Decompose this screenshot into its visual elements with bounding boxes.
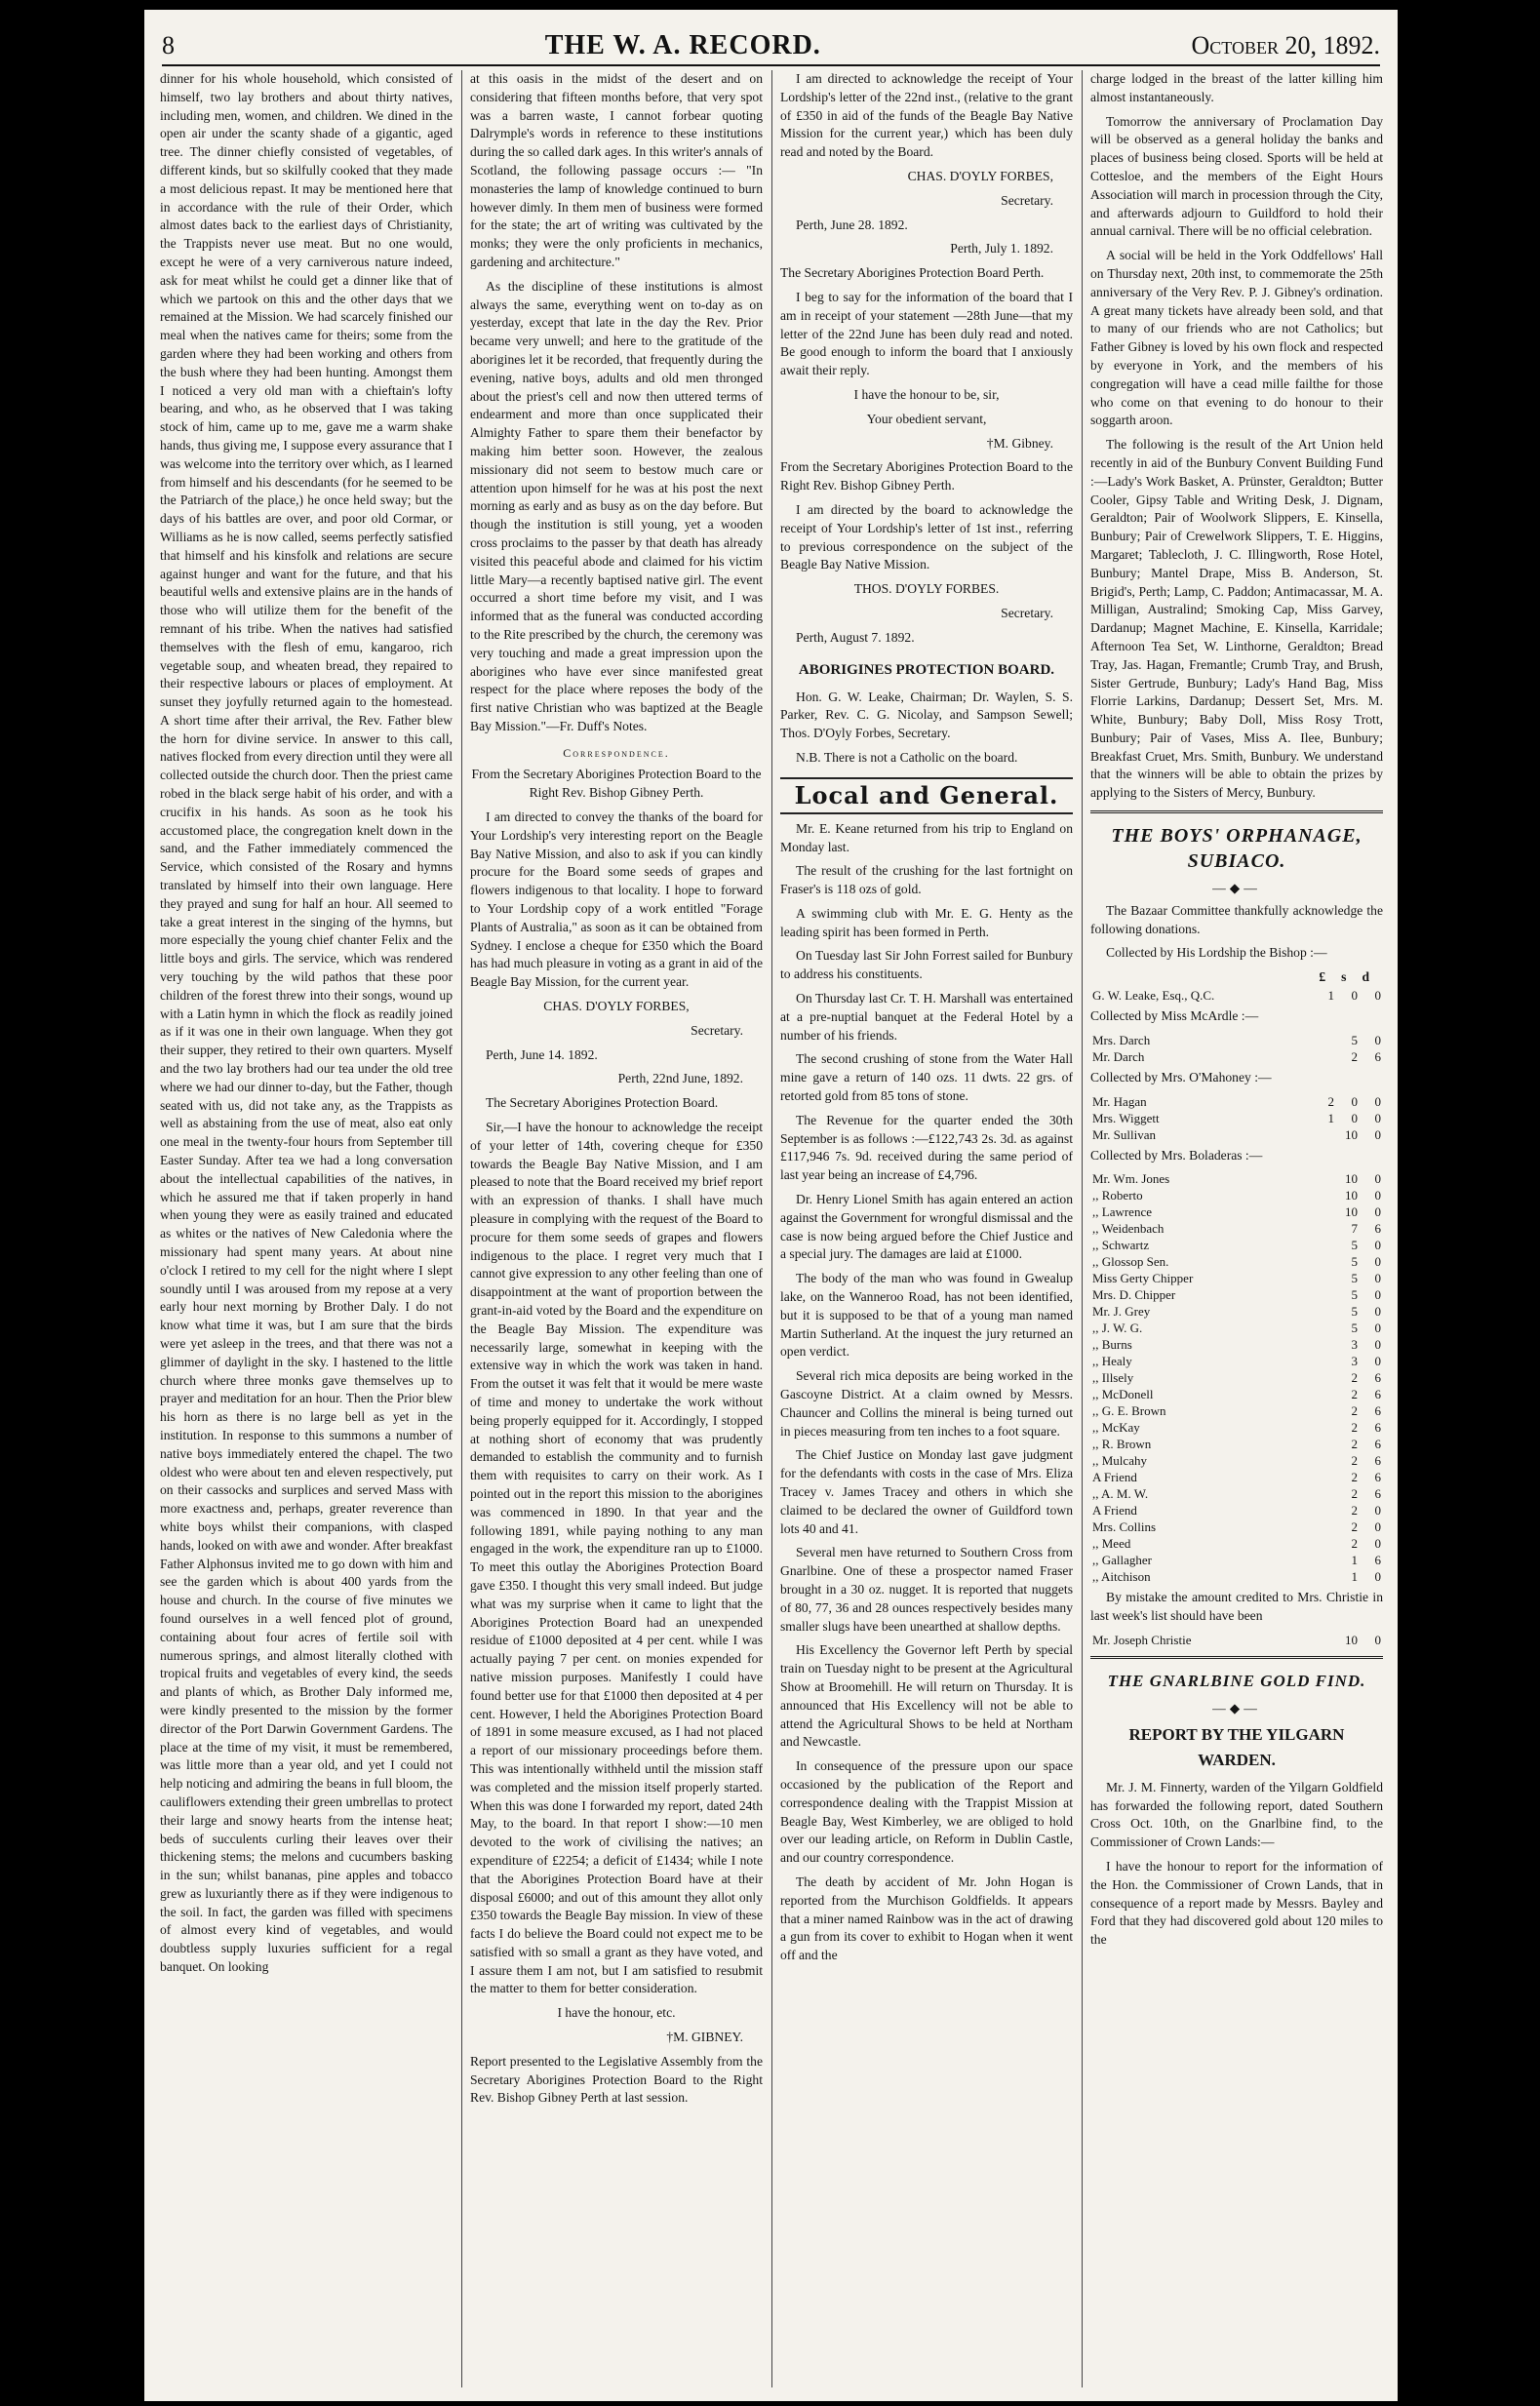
pence-value: 6 — [1374, 1420, 1381, 1436]
donor-name: ,, Schwartz — [1092, 1238, 1150, 1253]
column-2 — [470, 70, 763, 2391]
letter-signature: †M. GIBNEY. — [666, 2030, 743, 2045]
pounds-value — [1313, 1253, 1336, 1270]
pence-value: 0 — [1374, 988, 1381, 1004]
pounds-value — [1313, 1303, 1336, 1320]
pounds-value — [1313, 1048, 1336, 1065]
shillings-value: 10 — [1345, 1126, 1358, 1142]
shillings-value: 5 — [1351, 1271, 1358, 1286]
shillings-value: 5 — [1351, 1032, 1358, 1047]
pounds-value — [1313, 1220, 1336, 1237]
donation-row — [1090, 1469, 1383, 1485]
donation-row — [1090, 1203, 1383, 1220]
pounds-value — [1313, 1270, 1336, 1286]
shillings-value: 0 — [1351, 988, 1358, 1004]
donor-name: ,, G. E. Brown — [1092, 1403, 1166, 1419]
collected-by-heading: Collected by Mrs. Boladeras :— — [1090, 1147, 1263, 1163]
shillings-value: 2 — [1351, 1536, 1358, 1552]
donor-name: Mrs. Collins — [1092, 1519, 1157, 1535]
letter-date: Perth, 22nd June, 1892. — [617, 1071, 743, 1086]
donor-name: Mrs. D. Chipper — [1092, 1287, 1176, 1303]
donation-row — [1090, 1253, 1383, 1270]
donor-name: ,, Glossop Sen. — [1092, 1254, 1169, 1270]
donation-row — [1090, 1093, 1383, 1110]
shillings-value: 2 — [1351, 1519, 1358, 1535]
news-item: Several rich mica deposits are being worked in the Gascoyne District. At a claim owned by Messrs. Chauncer and Collins the mineral is being turned out in pieces measuring from ten inches to a foot square. — [780, 1368, 1073, 1439]
donation-row — [1090, 1436, 1383, 1452]
letter-signature: CHAS. D'OYLY FORBES, — [543, 999, 690, 1014]
donor-name: ,, McDonell — [1092, 1387, 1154, 1402]
shillings-value: 5 — [1351, 1254, 1358, 1270]
pounds-value — [1313, 1485, 1336, 1502]
letter-date: Perth, August 7. 1892. — [796, 629, 915, 645]
pence-value: 6 — [1374, 1553, 1381, 1568]
board-note: N.B. There is not a Catholic on the board. — [796, 749, 1018, 765]
letter-recipient: The Secretary Aborigines Protection Board Perth. — [780, 265, 1045, 281]
donor-name: Miss Gerty Chipper — [1092, 1271, 1194, 1286]
pence-value: 0 — [1374, 1171, 1381, 1187]
pounds-value — [1313, 1126, 1336, 1143]
pence-value: 6 — [1374, 1437, 1381, 1452]
letter-close: I have the honour, etc. — [557, 2005, 676, 2021]
donor-name: Mr. Hagan — [1092, 1093, 1147, 1109]
shillings-value: 5 — [1351, 1321, 1358, 1336]
collected-by-heading: Collected by His Lordship the Bishop :— — [1106, 945, 1327, 961]
shillings-value: 2 — [1351, 1486, 1358, 1502]
report-note: Report presented to the Legislative Assembly from the Secretary Aborigines Protection Board to the Right Rev. Bishop Gibney Perth at last session. — [470, 2053, 763, 2106]
pence-value: 0 — [1374, 1093, 1381, 1109]
letter-intro: From the Secretary Aborigines Protection Board to the Right Rev. Bishop Gibney Perth. — [780, 459, 1073, 493]
donor-name: Mrs. Darch — [1092, 1032, 1151, 1047]
pence-value: 6 — [1374, 1370, 1381, 1386]
pence-value: 0 — [1374, 1304, 1381, 1320]
news-item: The death by accident of Mr. John Hogan is reported from the Murchison Goldfields. It appears that a miner named Rainbow was in the act of drawing a gun from its cover to exhibit to Hogan when it went off and the — [780, 1874, 1073, 1963]
news-item: A social will be held in the York Oddfellows' Hall on Thursday next, 20th inst, to commemorate the 25th anniversary of the Very Rev. P. J. Gibney's ordination. A great many tickets have already been sold, and that to many of our friends who are not Catholics; but Father Gibney is loved by his own flock and respected by everyone in York, and the members of his congregation will have a cead mille failthe for those who come on that evening to do honour to their soggarth aroon. — [1090, 248, 1383, 428]
pence-value: 0 — [1374, 1354, 1381, 1369]
donor-name: ,, Aitchison — [1092, 1569, 1151, 1585]
news-item: The result of the crushing for the last fortnight on Fraser's is 118 ozs of gold. — [780, 863, 1073, 897]
letter-signature: THOS. D'OYLY FORBES. — [853, 581, 1000, 597]
letter-body: I am directed to acknowledge the receipt of Your Lordship's letter of the 22nd inst., (relative to the grant of £350 in aid of the funds of the Beagle Bay Native Mission for the current year,) which has been duly read and noted by the Board. — [780, 71, 1073, 160]
newspaper-title: THE W. A. RECORD. — [544, 30, 821, 60]
donation-row — [1090, 1270, 1383, 1286]
donation-row — [1090, 1187, 1383, 1203]
pence-value: 6 — [1374, 1387, 1381, 1402]
pounds-value — [1313, 1519, 1336, 1535]
section-divider — [1090, 1656, 1383, 1659]
pence-value: 0 — [1374, 1271, 1381, 1286]
shillings-value: 3 — [1351, 1337, 1358, 1353]
column-4 — [1090, 70, 1383, 2391]
donation-row — [1090, 987, 1383, 1004]
donations-group-1 — [1090, 1032, 1383, 1065]
donor-name: A Friend — [1092, 1503, 1137, 1519]
news-item: A swimming club with Mr. E. G. Henty as the leading spirit has been formed in Perth. — [780, 905, 1073, 939]
letter-body: I am directed by the board to acknowledge the receipt of Your Lordship's letter of 1st inst., referring to previous correspondence on the subject of the Beagle Bay Native Mission. — [780, 501, 1073, 572]
shillings-value: 3 — [1351, 1354, 1358, 1369]
pence-value: 0 — [1374, 1126, 1381, 1142]
article-paragraph: As the discipline of these institutions is almost always the same, everything went on to-day as on yesterday, except that late in the day the Rev. Prior became very unwell; and here to the gratitude of the aborigines let it be recorded, that frequently during the evening, native boys, adults and old men thronged about the priest's cell and now then uttered terms of endearment and more than once supplicated their Almighty Father to spare them their benefactor by making him better soon. However, the zealous missionary did not seem to bestow much care or attention upon himself for he was at his post the next morning as early and as busy as on the day before. But though the institution is still young, yet a wooden cross proclaims to the passer by that death has already visited this peaceful abode and claimed for his victim little Mary—a recently baptised native girl. The event occurred a short time before my visit, and I was informed that as the funeral was conducted according to the Rite prescribed by the church, the ceremony was very touching and made a great impression upon the aborigines who have ever since manifested great respect for the place where reposes the body of the first native Christian who was baptized at the Beagle Bay Mission."—Fr. Duff's Notes. — [470, 278, 763, 733]
donations-group-2 — [1090, 1093, 1383, 1143]
letter-close: I have the honour to be, sir, — [853, 386, 1000, 402]
pounds-value — [1313, 1632, 1336, 1648]
donation-row — [1090, 1485, 1383, 1502]
donor-name: ,, Gallagher — [1092, 1553, 1153, 1568]
donation-row — [1090, 1032, 1383, 1048]
news-item: The second crushing of stone from the Water Hall mine gave a return of 140 ozs. 11 dwts. 22 grs. of retorted gold from 85 tons of stone. — [780, 1051, 1073, 1104]
donation-row — [1090, 1220, 1383, 1237]
donation-row — [1090, 1320, 1383, 1336]
pence-value: 6 — [1374, 1403, 1381, 1419]
news-item: charge lodged in the breast of the latter killing him almost instantaneously. — [1090, 71, 1383, 104]
news-item: The following is the result of the Art Union held recently in aid of the Bunbury Convent Building Fund :—Lady's Work Basket, A. Prünster, Geraldton; Butter Cooler, Gipsy Table and Writing Desk, J. Dignam, Geraldton; Pair of Woolwork Slippers, E. Kinsella, Bunbury; Pair of Crewelwork Slippers, T. E. Higgins, Margaret; Tablecloth, J. C. Illingworth, Rose Hotel, Bunbury; Mantel Drape, Miss B. Anderson, St. Brigid's, Perth; Lamp, C. Paddon; Antimacassar, M. A. Milligan, Australind; Smoking Cap, Miss Garvey, Dardanup; Magnet Machine, E. Kinsella, Karridale; Afternoon Tea Set, W. Linthorne, Geraldton; Bread Tray, Jas. Hagan, Fremantle; Crumb Tray, and Brush, Sister Gertrude, Bunbury; Lady's Hand Bag, Miss Florrie Larkins, Dardanup; Dessert Set, Mrs. M. White, Bunbury; Baby Doll, Miss Rosy Trott, Bunbury; Pair of Vases, Miss A. Ilee, Bunbury; Breakfast Cruet, Mrs. Smith, Bunbury. We understand that the winners will be able to obtain the prizes by applying to the Sisters of Mercy, Bunbury. — [1090, 437, 1383, 801]
donor-name: G. W. Leake, Esq., Q.C. — [1092, 988, 1215, 1004]
donor-name: Mr. Joseph Christie — [1092, 1633, 1192, 1648]
shillings-value: 2 — [1351, 1403, 1358, 1419]
pounds-label: £ — [1319, 969, 1326, 985]
pounds-value — [1313, 1502, 1336, 1519]
ornament-divider: —◆— — [1212, 881, 1261, 896]
shillings-value: 5 — [1351, 1304, 1358, 1320]
pence-value: 0 — [1374, 1204, 1381, 1220]
newspaper-page — [144, 10, 1398, 2401]
donation-row — [1090, 1519, 1383, 1535]
page-number: 8 — [162, 31, 175, 59]
letter-intro: From the Secretary Aborigines Protection Board to the Right Rev. Bishop Gibney Perth. — [471, 767, 762, 801]
shillings-value: 2 — [1351, 1387, 1358, 1402]
pounds-value — [1313, 1369, 1336, 1386]
letter-signature-title: Secretary. — [1001, 605, 1053, 620]
shillings-value: 2 — [1351, 1453, 1358, 1469]
column-3 — [780, 70, 1073, 2391]
shillings-value: 0 — [1351, 1110, 1358, 1125]
pounds-value — [1313, 1552, 1336, 1568]
gold-find-heading: THE GNARLBINE GOLD FIND. — [1107, 1672, 1366, 1691]
news-item: On Thursday last Cr. T. H. Marshall was entertained at a pre-nuptial banquet at the Federal Hotel by a number of his friends. — [780, 991, 1073, 1043]
issue-date: October 20, 1892. — [1191, 31, 1380, 59]
pounds-value — [1313, 1336, 1336, 1353]
letter-body: Sir,—I have the honour to acknowledge the receipt of your letter of 14th, covering cheque for £350 towards the Beagle Bay Native Mission, and I am pleased to note that the Board received my brief report with an expression of thanks. I shall have much pleasure in complying with the request of the Board to procure for them some seeds of grapes and flowers indigenous to the place. I regret very much that I cannot give expression to any other feeling than one of disappointment at the want of proportion between the grant-in-aid voted by the Board and the expenditure on the Beagle Bay Mission. The expenditure was necessarily large, somewhat in keeping with the extensive way in which the work was taken in hand. From the outset it was felt that it would be mere waste of time and money to undertake the work without being properly equipped for it. Accordingly, I stopped at nothing short of economy that was prudently demanded to establish the community and to furnish them with requisites to carry on their work. As I pointed out in the report this mission to the aborigines was commenced in 1890. In that year and the following 1891, while paying nothing to any man engaged in the work, the expenditure ran up to £1000. To meet this outlay the Aborigines Protection Board gave £350. I thought this very small indeed. But judge what was my surprise when it came to light that the Aborigines Protection Board had an unexpended residue of £1000 deposited at 4 per cent. while I was actually paying 7 per cent. on monies expended for native mission purposes. Manifestly I could have found better use for that £1000 then deposited at 4 per cent. However, I held the Aborigines Protection Board of 1891 in some measure excused, as I had not placed a report of our missionary proceedings before them. This was intentionally withheld until the mission staff was completed and the mission itself properly started. When this was done I forwarded my report, dated 24th May, to the board. In that report I show:—10 men devoted to the work of civilising the natives; an expenditure of £2254; a deficit of £1434; while I note that the Aborigines Protection Board have at their disposal £6000; and out of this amount they allot only £350 towards the Beagle Bay mission. In view of these facts I do believe the Board could not expect me to be satisfied with so small a grant as they have voted, and I assure them I am not, but I am satisfied to resubmit the matter to them for better consideration. — [470, 1120, 763, 1996]
letter-recipient: The Secretary Aborigines Protection Board. — [486, 1095, 719, 1111]
letter-date: Perth, June 28. 1892. — [796, 217, 908, 232]
donation-row — [1090, 1369, 1383, 1386]
orphanage-intro: The Bazaar Committee thankfully acknowledge the following donations. — [1090, 902, 1383, 936]
pounds-value — [1313, 1402, 1336, 1419]
shillings-value: 10 — [1345, 1204, 1358, 1220]
pounds-value — [1313, 1452, 1336, 1469]
correspondence-heading: Correspondence. — [563, 745, 670, 760]
letter-body: I am directed to convey the thanks of the board for Your Lordship's very interesting report on the Beagle Bay Native Mission, and also to ask if you can kindly procure for the Board some seeds of grapes and flowers indigenous to that locality. I hope to forward to Your Lordship copy of a work entitled "Forage Plants of Australia," as soon as it can be obtained from Sydney. I enclose a cheque for £350 which the Board has had much pleasure in voting as a grant in aid of the Beagle Bay Mission, for the current year. — [470, 809, 763, 990]
pounds-value — [1313, 1419, 1336, 1436]
pounds-value — [1313, 1286, 1336, 1303]
donation-row — [1090, 1170, 1383, 1187]
letter-signature: †M. Gibney. — [986, 435, 1053, 451]
shillings-value: 10 — [1345, 1171, 1358, 1187]
donor-name: ,, Meed — [1092, 1536, 1131, 1552]
donor-name: Mr. Darch — [1092, 1048, 1145, 1064]
news-item: On Tuesday last Sir John Forrest sailed for Bunbury to address his constituents. — [780, 948, 1073, 982]
board-members: Hon. G. W. Leake, Chairman; Dr. Waylen, S. S. Parker, Rev. C. G. Nicolay, and Sampson Sewell; Thos. D'Oyly Forbes, Secretary. — [780, 689, 1073, 741]
shillings-value: 2 — [1351, 1420, 1358, 1436]
column-rule — [461, 70, 462, 2387]
pounds-value — [1313, 1469, 1336, 1485]
shillings-value: 2 — [1351, 1470, 1358, 1485]
pounds-value — [1313, 1170, 1336, 1187]
pounds-value — [1313, 1032, 1336, 1048]
donations-group-3 — [1090, 1170, 1383, 1585]
section-divider — [1090, 810, 1383, 813]
pounds-value — [1313, 1535, 1336, 1552]
article-paragraph: at this oasis in the midst of the desert and on considering that fifteen months before, that very spot was a barren waste, I cannot forbear quoting Dalrymple's words in reference to these institutions during the so called dark ages. In this writer's annals of Scotland, the following passage occurs :— "In monasteries the lamp of knowledge continued to burn however dimly. In them men of business were formed for the state; the art of writing was cultivated by the monks; they were the only proficients in mechanics, gardening and architecture." — [470, 71, 763, 269]
donation-row — [1090, 1552, 1383, 1568]
donor-name: ,, Burns — [1092, 1337, 1132, 1353]
report-heading: REPORT BY THE YILGARN WARDEN. — [1128, 1724, 1345, 1769]
donor-name: ,, A. M. W. — [1092, 1486, 1149, 1502]
pence-value: 0 — [1374, 1254, 1381, 1270]
donation-row — [1090, 1632, 1383, 1648]
shillings-value: 1 — [1351, 1553, 1358, 1568]
donation-row — [1090, 1126, 1383, 1143]
pounds-value — [1313, 1320, 1336, 1336]
news-item: Dr. Henry Lionel Smith has again entered an action against the Government for wrongful dismissal and the case is now being argued before the Chief Justice and a special jury. The damages are laid at £1000. — [780, 1192, 1073, 1262]
board-heading: ABORIGINES PROTECTION BOARD. — [798, 661, 1055, 678]
donor-name: ,, Illsely — [1092, 1370, 1134, 1386]
pence-label: d — [1362, 969, 1369, 985]
pounds-value — [1313, 1203, 1336, 1220]
shillings-value: 0 — [1351, 1093, 1358, 1109]
donation-row — [1090, 1336, 1383, 1353]
article-paragraph: Mr. J. M. Finnerty, warden of the Yilgarn Goldfield has forwarded the following report, dated Southern Cross Oct. 10th, on the Gnarlbine find, to the Commissioner of Crown Lands:— — [1090, 1779, 1383, 1850]
pounds-value — [1313, 1568, 1336, 1585]
donor-name: ,, J. W. G. — [1092, 1321, 1143, 1336]
shillings-value: 10 — [1345, 1188, 1358, 1203]
pence-value: 6 — [1374, 1470, 1381, 1485]
shillings-value: 5 — [1351, 1287, 1358, 1303]
column-rule — [1082, 70, 1083, 2387]
ornament-divider: —◆— — [1212, 1701, 1261, 1716]
pence-value: 6 — [1374, 1453, 1381, 1469]
letter-body: I beg to say for the information of the board that I am in receipt of your statement —28th June—that my letter of the 22nd June has been duly read and noted. Be good enough to inform the board that I anxiously await their reply. — [780, 289, 1073, 378]
donor-name: ,, McKay — [1092, 1420, 1140, 1436]
donor-name: ,, Lawrence — [1092, 1204, 1152, 1220]
donor-name: Mrs. Wiggett — [1092, 1110, 1160, 1125]
pounds-value — [1313, 1187, 1336, 1203]
shillings-value: 7 — [1351, 1221, 1358, 1237]
shillings-value: 2 — [1351, 1503, 1358, 1519]
shillings-value: 2 — [1351, 1437, 1358, 1452]
news-item: In consequence of the pressure upon our space occasioned by the publication of the Report and correspondence dealing with the Trappist Mission at Beagle Bay, West Kimberley, we are obliged to hold over our leading article, on Reform in Dublin Castle, and our country correspondence. — [780, 1758, 1073, 1866]
shillings-value: 10 — [1345, 1633, 1358, 1648]
pence-value: 0 — [1374, 1536, 1381, 1552]
news-item: Tomorrow the anniversary of Proclamation Day will be observed as a general holiday the banks and places of business being closed. Sports will be held at Cottesloe, and the members of the Eight Hours Association will march in procession through the City, and afterwards adjourn to Guildford to hold their annual carnival. There will be no official celebration. — [1090, 113, 1383, 239]
pence-value: 0 — [1374, 1503, 1381, 1519]
article-paragraph: I have the honour to report for the information of the Hon. the Commissioner of Crown Lands, that in consequence of a report made by Messrs. Bayley and Ford that they had discovered gold about 120 miles to the — [1090, 1859, 1383, 1948]
donation-row — [1090, 1502, 1383, 1519]
shillings-value: 2 — [1351, 1048, 1358, 1064]
donation-row — [1090, 1402, 1383, 1419]
letter-date: Perth, June 14. 1892. — [486, 1046, 598, 1062]
donation-row — [1090, 1568, 1383, 1585]
pounds-value — [1313, 1353, 1336, 1369]
donor-name: ,, Mulcahy — [1092, 1453, 1147, 1469]
donation-row — [1090, 1110, 1383, 1126]
donation-row — [1090, 1237, 1383, 1253]
collected-by-heading: Collected by Miss McArdle :— — [1090, 1008, 1259, 1024]
local-and-general-heading: Local and General. — [780, 777, 1073, 814]
donation-row — [1090, 1452, 1383, 1469]
letter-signature-title: Secretary. — [691, 1022, 743, 1038]
shillings-value: 5 — [1351, 1238, 1358, 1253]
pounds-value: 1 — [1327, 988, 1334, 1004]
correction-note: By mistake the amount credited to Mrs. Christie in last week's list should have been — [1090, 1590, 1383, 1624]
pence-value: 6 — [1374, 1221, 1381, 1237]
donor-name: A Friend — [1092, 1470, 1137, 1485]
donations-correction — [1090, 1632, 1383, 1648]
donations-group-0 — [1090, 987, 1383, 1004]
donor-name: ,, Roberto — [1092, 1188, 1143, 1203]
letter-signature: CHAS. D'OYLY FORBES, — [907, 168, 1053, 183]
pence-value: 0 — [1374, 1569, 1381, 1585]
pence-value: 0 — [1374, 1337, 1381, 1353]
pence-value: 0 — [1374, 1110, 1381, 1125]
donation-row — [1090, 1535, 1383, 1552]
pence-value: 0 — [1374, 1287, 1381, 1303]
news-item: The Revenue for the quarter ended the 30th September is as follows :—£122,743 2s. 3d. as against £117,946 7s. 9d. received during the same period of last year being an increase of £4,796. — [780, 1112, 1073, 1183]
collected-by-heading: Collected by Mrs. O'Mahoney :— — [1090, 1069, 1272, 1085]
pence-value: 0 — [1374, 1188, 1381, 1203]
donor-name: Mr. J. Grey — [1092, 1304, 1151, 1320]
letter-date: Perth, July 1. 1892. — [950, 241, 1053, 256]
news-item: Mr. E. Keane returned from his trip to England on Monday last. — [780, 820, 1073, 854]
pence-value: 0 — [1374, 1519, 1381, 1535]
pence-value: 0 — [1374, 1633, 1381, 1648]
pounds-value: 1 — [1327, 1110, 1334, 1125]
letter-signature-title: Secretary. — [1001, 192, 1053, 208]
donor-name: Mr. Sullivan — [1092, 1126, 1157, 1142]
pounds-value — [1313, 1237, 1336, 1253]
donation-row — [1090, 1419, 1383, 1436]
news-item: Several men have returned to Southern Cross from Gnarlbine. One of these a prospector named Fraser brought in a 30 oz. nugget. It is reported that nuggets of 80, 77, 36 and 28 ounces respectively besides many smaller slugs have been unearthed at shallow depths. — [780, 1545, 1073, 1634]
column-rule — [771, 70, 772, 2387]
letter-close: Your obedient servant, — [866, 411, 987, 426]
donor-name: ,, R. Brown — [1092, 1437, 1152, 1452]
shillings-value: 1 — [1351, 1569, 1358, 1585]
donor-name: Mr. Wm. Jones — [1092, 1171, 1170, 1187]
pence-value: 0 — [1374, 1238, 1381, 1253]
shillings-label: s — [1341, 969, 1347, 985]
masthead — [162, 27, 1380, 66]
pounds-value — [1313, 1436, 1336, 1452]
pounds-value — [1313, 1386, 1336, 1402]
pence-value: 6 — [1374, 1486, 1381, 1502]
shillings-value: 2 — [1351, 1370, 1358, 1386]
orphanage-heading: THE BOYS' ORPHANAGE, SUBIACO. — [1111, 825, 1362, 873]
donor-name: ,, Weidenbach — [1092, 1221, 1165, 1237]
donation-row — [1090, 1353, 1383, 1369]
pence-value: 6 — [1374, 1048, 1381, 1064]
news-item: His Excellency the Governor left Perth by special train on Tuesday night to be present at the Agricultural Show at Broomehill. He will return on Thursday. It is announced that His Excellency will not be able to attend the Agricultural Shows to be held at Northam and Newcastle. — [780, 1642, 1073, 1750]
pounds-value: 2 — [1327, 1093, 1334, 1109]
donation-row — [1090, 1386, 1383, 1402]
pence-value: 0 — [1374, 1321, 1381, 1336]
currency-columns-header — [1090, 968, 1383, 987]
donation-row — [1090, 1048, 1383, 1065]
donation-row — [1090, 1303, 1383, 1320]
column-1 — [160, 70, 453, 2391]
news-item: The Chief Justice on Monday last gave judgment for the defendants with costs in the case of Mrs. Eliza Tracey v. James Tracey and others in which she claimed to be declared the owner of Guildford town lots 40 and 41. — [780, 1447, 1073, 1536]
donation-row — [1090, 1286, 1383, 1303]
pence-value: 0 — [1374, 1032, 1381, 1047]
donor-name: ,, Healy — [1092, 1354, 1132, 1369]
news-item: The body of the man who was found in Gwealup lake, on the Wanneroo Road, has not been identified, but it is supposed to be that of a young man named Martin Sutherland. At the inquest the jury returned an open verdict. — [780, 1271, 1073, 1360]
article-paragraph: dinner for his whole household, which consisted of himself, two lay brothers and about thirty natives, including men, women, and children. We dined in the open air under the scanty shade of a gigantic, aged tree. The dinner chiefly consisted of vegetables, of different kinds, but so skilfully cooked that they made a most delicious repast. It may be mentioned here that in accordance with the rule of their Order, which almost dates back to the earliest days of Christianity, the Trappists never use meat. But no one would, except he were of a very carniverous nature indeed, ask for meat whilst he could get a dinner like that of which we partook on this and the other days that we remained at the Mission. We had scarcely finished our meal when the natives came for theirs; some from the garden where they had been working and others from the bush where they had been hunting. Amongst them I noticed a very old man with a chieftain's lofty bearing, and who, as he observed that I was taking stock of him, came up to me, gave me a warm shake hands, thus giving me, I suppose every assurance that I was welcome into the territory over which, as I learned from himself and his descendants (for he seemed to be the Patriarch of the place,) he once held sway; but the days of his battles are over, and poor old Cormar, or Williams as he is now called, seems perfectly satisfied that himself and his kinsfolk and relations are secure against hunger and want for the future, and that his beautiful wells and extensive plains are in the hands of those who will utilize them for the benefit of the remnant of his tribe. When the natives had satisfied themselves with the flesh of emu, kangaroo, rich vegetable soup, and wheaten bread, they repaired to their respective labours or places of employment. At sunset they joyfully returned again to the homestead. A short time after their arrival, the Rev. Father blew the horn for divine service. In answer to this call, natives flocked from every direction until they were all collected outside the church door. Then the priest came robed in the black serge habit of his order, and with a crucifix in his hands. As soon as he took his accustomed place, the congregation knelt down in the sand, and the Father immediately commenced the Service, which consisted of the Rosary and hymns translated by himself into their own language. Here they prayed and sung for half an hour. All seemed to take a great interest in the singing of the hymns, but more especially the young chief chanter Felix and the little boys and girls. The service, which was rendered very touching by the wild pathos that these poor children of the forest threw into their songs, wound up with a Latin hymn in which the flock as readily joined as if it was one in their own language. When they got their supper, they retired to their own quarters. Myself and the two lay brothers had our tea under the old tree where we had our dinner to-day, but the Father, though seated with us, did not take any, as the Trappists as well as abstaining from the use of meat, also eat only one meal in the twenty-four hours from September till Easter Sunday. After tea we had a long conversation about the intellectual capabilities of the natives, in which he assured me that if taken properly in hand when young they were as easily trained and educated as whites or the natives of New Caledonia where the missionary had spent many years. At about nine o'clock I retired to my cell for the night where I slept soundly until I was aroused from my repose at a very early hour next morning by Brother Daly. I do not know what time it was, but I am sure that the birds were yet asleep in the trees, and that there was not a glimmer of daylight in the sky. I hastened to the little church where three monks gave themselves up to prayer and meditation for an hour. Then the Prior blew his horn as there is no large bell as yet in the institution. In response to this summons a number of native boys immediately entered the chapel. The two oldest who were about ten and eleven respectively, put on their cassocks and surplices and served Mass with more exactness and, perhaps, greater reverence than white boys whilst their companions, with clasped hands, looked on with awe and wonder. After breakfast Father Alphonsus invited me to go down with him and see the garden which is about 400 yards from the house and church. In the course of five minutes we found ourselves in a well fenced plot of ground, containing about four acres of fertile soil with numerous springs, and almost literally clothed with tropical fruits and vegetables of every kind, the seeds and plants of which, as Brother Daly informed me, were kindly presented to the mission by the former director of the Port Darwin Government Gardens. The place at the time of my visit, it must be remembered, was little more than a year old, and yet I could not help noticing and admiring the beans in full bloom, the cauliflowers extending their green umbrellas to protect their large and snowy hearts from the intense heat; beds of succulents curling their leaves over their thickening stems; the melons and cucumbers basking in the sun; whilst bananas, pine apples and tobacco grew as luxuriantly there as if they were indigenous to the soil. In fact, the garden was filled with specimens of almost every kind of vegetables, and would doubtless supply luxuries sufficient for a regal banquet. On looking — [160, 71, 453, 1975]
